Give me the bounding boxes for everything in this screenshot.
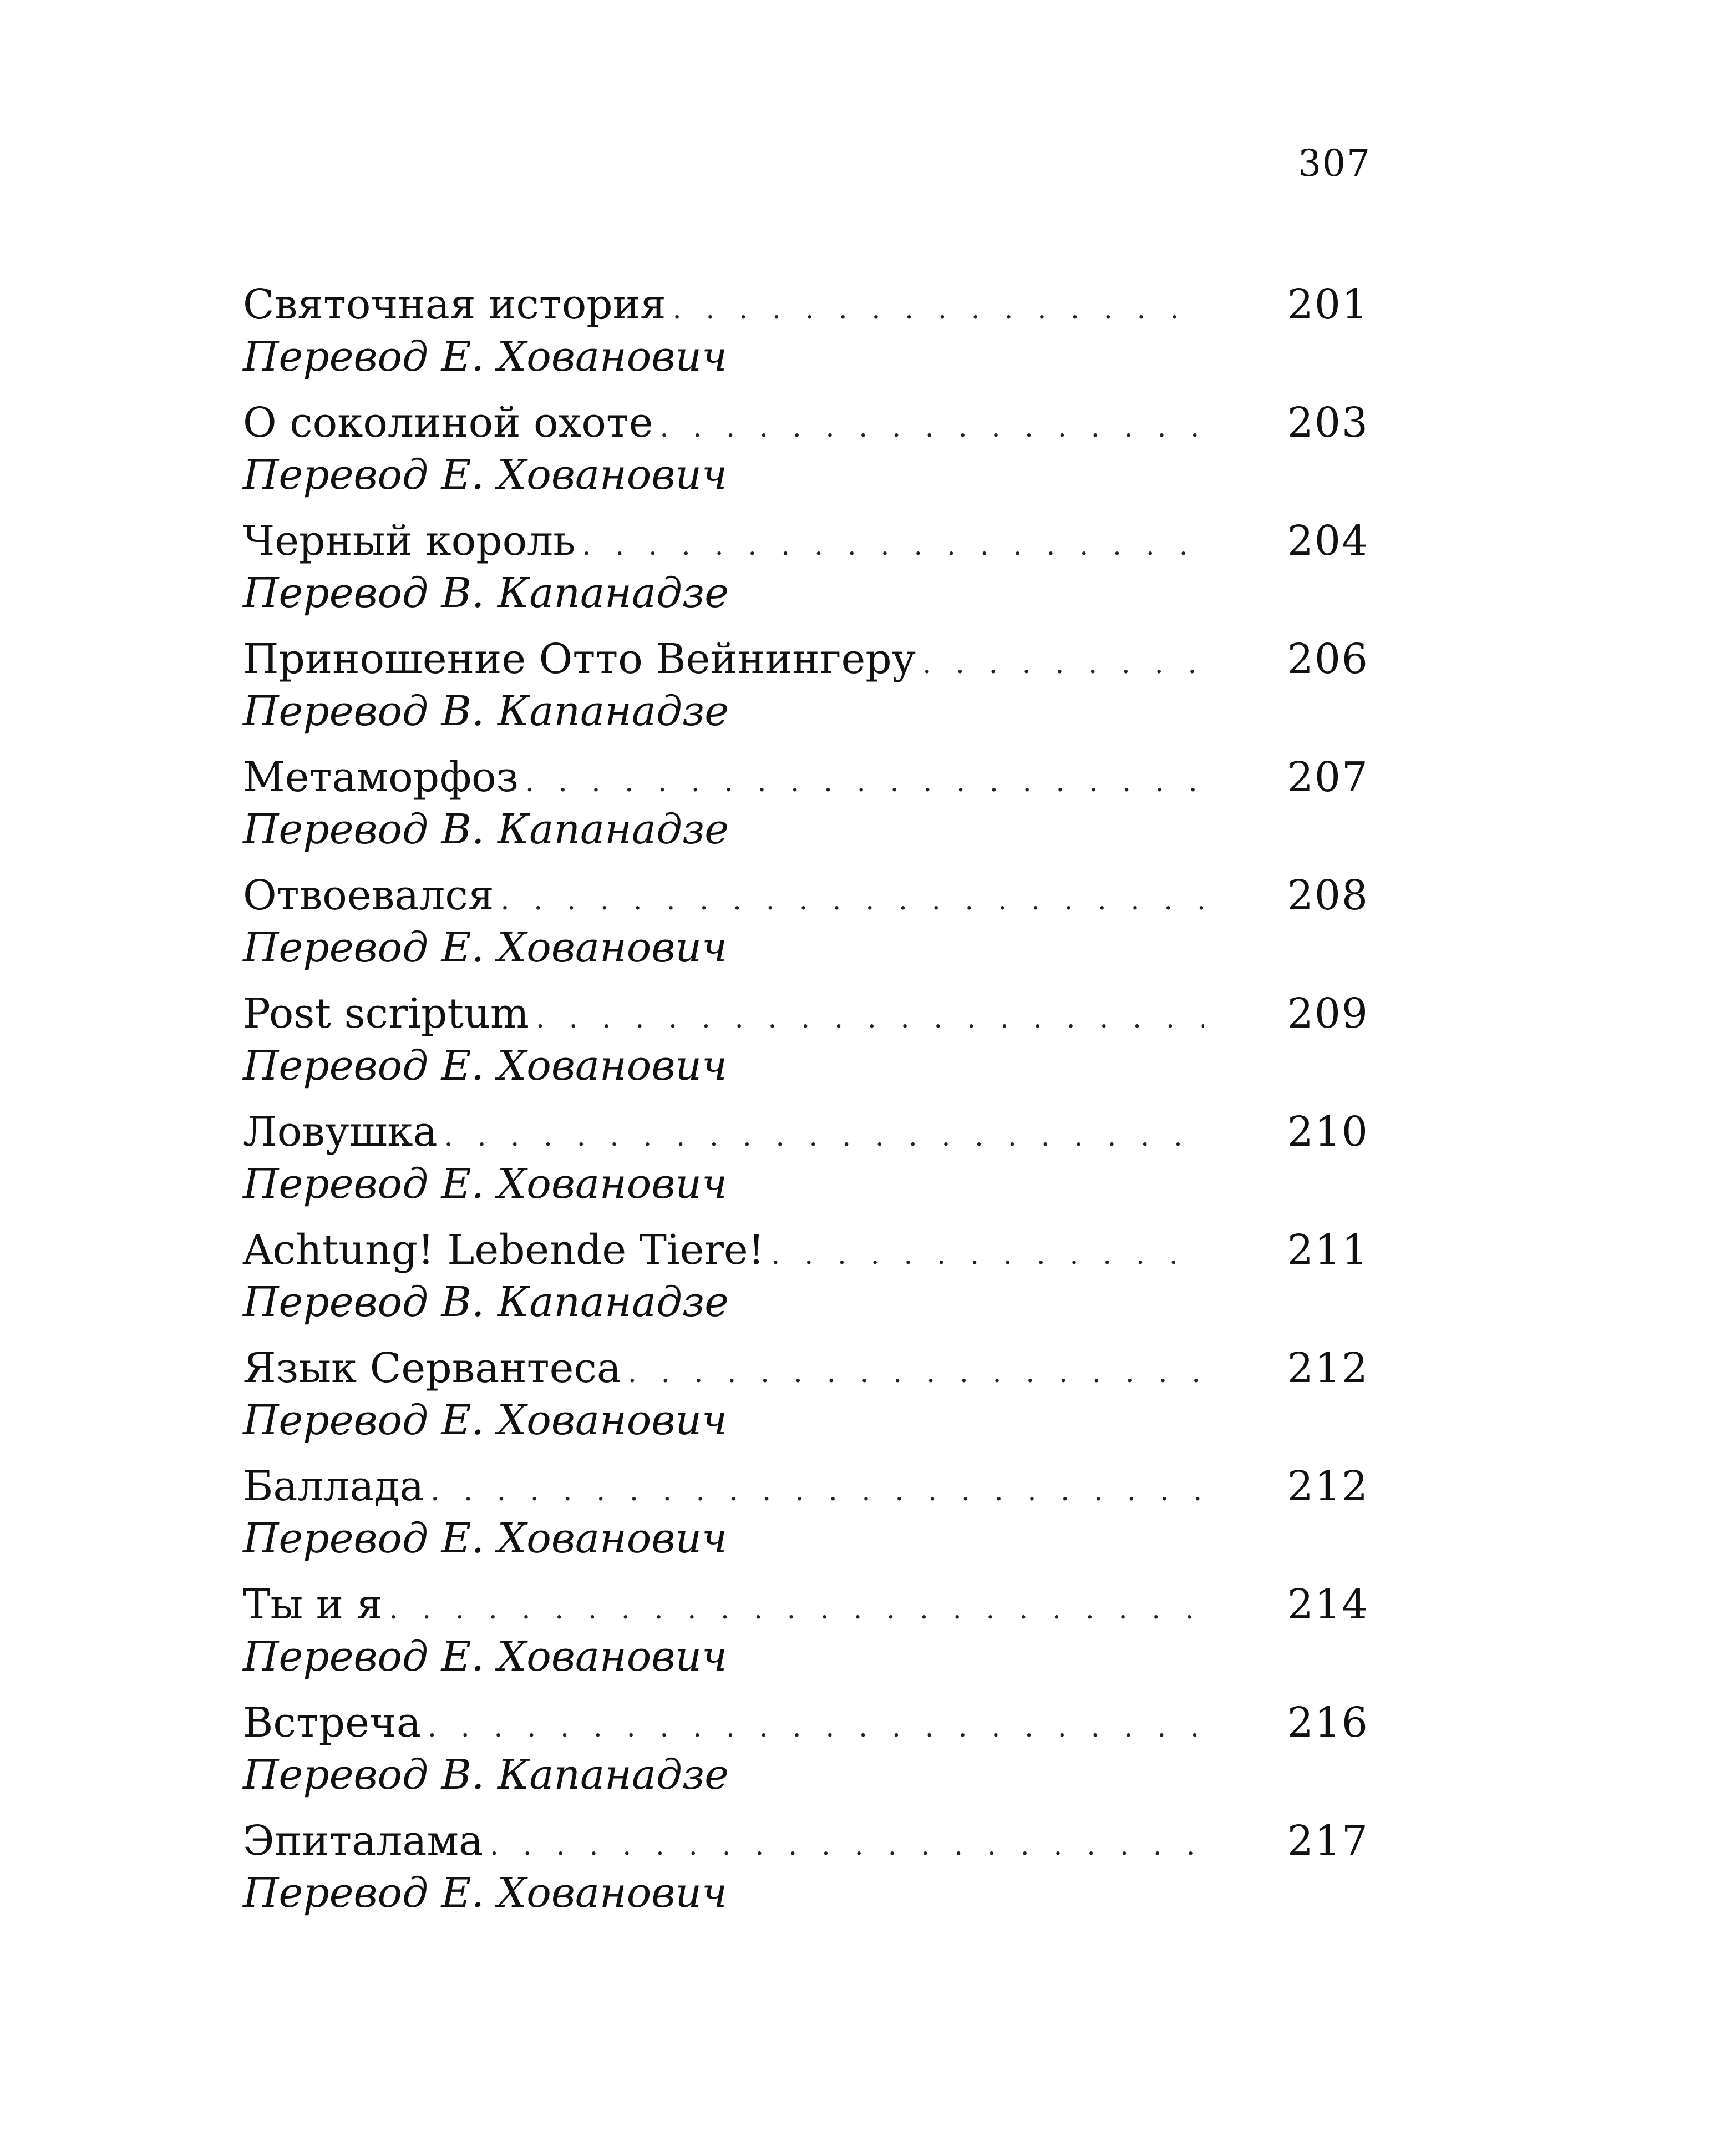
toc-entry-title: Приношение Отто Вейнингеру — [243, 635, 916, 683]
toc-entry — [243, 1577, 1369, 1696]
toc-entry-title: О соколиной охоте — [243, 399, 653, 447]
toc-entry — [243, 750, 1369, 868]
toc-entry — [243, 1814, 1369, 1932]
toc-entry-title: Post scriptum — [243, 990, 529, 1037]
dot-leader — [490, 1818, 1204, 1872]
dot-leader — [922, 636, 1204, 691]
page-number: 307 — [1298, 142, 1371, 185]
dot-leader — [771, 1227, 1204, 1282]
toc-entry-line — [243, 1696, 1369, 1750]
toc-entry-line — [243, 1105, 1369, 1159]
toc-entry-translator: Перевод Е. Хованович — [243, 1515, 728, 1562]
toc-entry-page: 211 — [1287, 1226, 1369, 1274]
dot-leader — [660, 400, 1204, 454]
toc-entry-translator: Перевод В. Капанадзе — [243, 687, 729, 735]
toc-entry-line — [243, 514, 1369, 568]
table-of-contents — [243, 277, 1369, 1942]
toc-entry-title: Черный король — [243, 517, 576, 565]
toc-entry — [243, 1459, 1369, 1577]
toc-entry-page: 209 — [1287, 990, 1369, 1037]
toc-entry-translator: Перевод В. Капанадзе — [243, 1751, 729, 1799]
toc-entry — [243, 632, 1369, 750]
toc-entry-page: 210 — [1287, 1108, 1369, 1156]
toc-entry-page: 207 — [1287, 753, 1369, 801]
toc-entry-line — [243, 986, 1369, 1041]
toc-entry — [243, 1341, 1369, 1459]
dot-leader — [525, 755, 1204, 809]
dot-leader — [389, 1582, 1204, 1636]
toc-entry-translator: Перевод Е. Хованович — [243, 1396, 728, 1444]
toc-entry-page: 217 — [1287, 1817, 1369, 1865]
toc-entry-translator: Перевод Е. Хованович — [243, 924, 728, 971]
toc-entry — [243, 514, 1369, 632]
toc-entry-page: 206 — [1287, 635, 1369, 683]
toc-entry — [243, 986, 1369, 1105]
dot-leader — [628, 1345, 1204, 1400]
toc-entry-translator: Перевод Е. Хованович — [243, 333, 728, 381]
toc-entry-translator: Перевод В. Капанадзе — [243, 569, 729, 617]
toc-entry-translator: Перевод Е. Хованович — [243, 1869, 728, 1917]
toc-entry-page: 216 — [1287, 1699, 1369, 1747]
toc-entry-line — [243, 1341, 1369, 1395]
toc-entry-translator: Перевод Е. Хованович — [243, 451, 728, 499]
toc-entry-title: Метаморфоз — [243, 753, 519, 801]
toc-entry-title: Эпиталама — [243, 1817, 484, 1865]
dot-leader — [673, 282, 1204, 336]
toc-entry-page: 204 — [1287, 517, 1369, 565]
toc-entry-page: 214 — [1287, 1581, 1369, 1628]
toc-entry-line — [243, 868, 1369, 923]
dot-leader — [536, 991, 1204, 1045]
toc-entry-page: 203 — [1287, 399, 1369, 447]
toc-entry-translator: Перевод Е. Хованович — [243, 1633, 728, 1681]
toc-entry-title: Встреча — [243, 1699, 421, 1747]
toc-entry-line — [243, 1459, 1369, 1514]
toc-entry — [243, 277, 1369, 396]
toc-entry-title: Отвоевался — [243, 872, 494, 919]
dot-leader — [501, 873, 1204, 927]
toc-entry-page: 208 — [1287, 872, 1369, 919]
toc-entry-title: Achtung! Lebende Tiere! — [243, 1226, 765, 1274]
toc-entry-title: Баллада — [243, 1462, 424, 1510]
toc-entry-title: Ловушка — [243, 1108, 438, 1156]
toc-entry — [243, 868, 1369, 986]
toc-entry-translator: Перевод В. Капанадзе — [243, 806, 729, 853]
toc-entry-page: 201 — [1287, 281, 1369, 328]
toc-entry-line — [243, 632, 1369, 686]
toc-entry-translator: Перевод Е. Хованович — [243, 1042, 728, 1090]
toc-entry-title: Святочная история — [243, 281, 666, 328]
toc-entry-line — [243, 1814, 1369, 1868]
toc-entry — [243, 1696, 1369, 1814]
toc-entry — [243, 1105, 1369, 1223]
toc-entry-line — [243, 277, 1369, 332]
toc-entry-title: Язык Сервантеса — [243, 1344, 621, 1392]
toc-entry-page: 212 — [1287, 1462, 1369, 1510]
toc-entry-line — [243, 750, 1369, 804]
toc-entry-title: Ты и я — [243, 1581, 383, 1628]
toc-entry-translator: Перевод Е. Хованович — [243, 1160, 728, 1208]
dot-leader — [582, 518, 1204, 573]
toc-entry-line — [243, 1223, 1369, 1277]
toc-entry-line — [243, 396, 1369, 450]
toc-entry-page: 212 — [1287, 1344, 1369, 1392]
dot-leader — [444, 1109, 1204, 1163]
toc-entry — [243, 1223, 1369, 1341]
toc-entry-translator: Перевод В. Капанадзе — [243, 1278, 729, 1326]
toc-entry — [243, 396, 1369, 514]
dot-leader — [430, 1464, 1204, 1518]
toc-entry-line — [243, 1577, 1369, 1632]
dot-leader — [428, 1700, 1204, 1754]
